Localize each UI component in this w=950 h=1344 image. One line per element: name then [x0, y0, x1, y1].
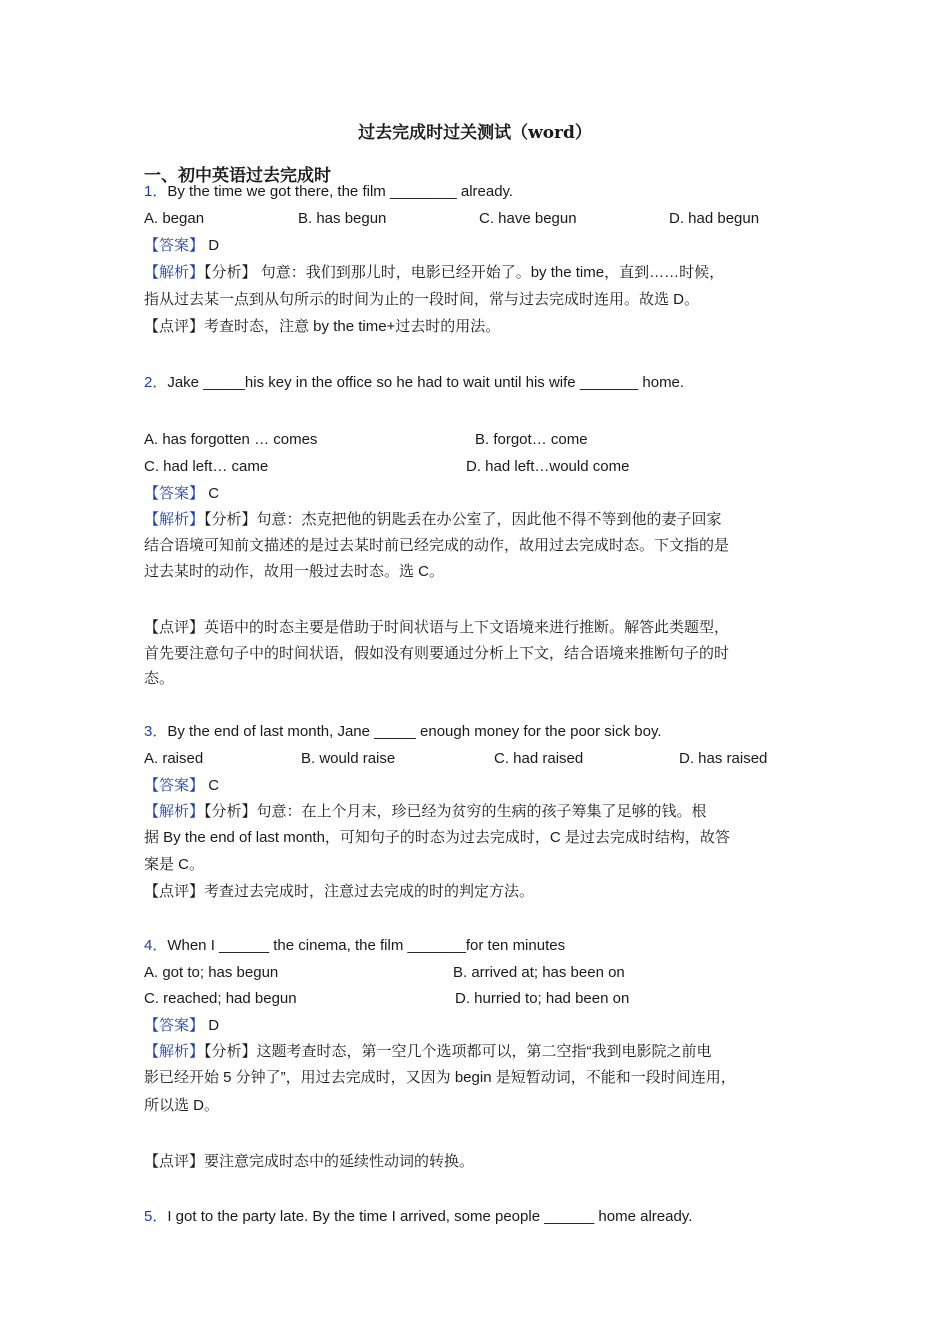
comment-text: 要注意完成时态中的延续性动词的转换。 [204, 1153, 475, 1170]
answer-label: 【答案】 [144, 485, 205, 502]
analysis-text-cont: 指从过去某一点到从句所示的时间为止的一段时间，常与过去完成时连用。故选 D。 [144, 291, 700, 308]
question-text: By the time we got there, the film ________ already. [167, 183, 514, 200]
analysis-text-cont: 过去某时的动作，故用一般过去时态。选 C。 [144, 563, 445, 580]
answer-label: 【答案】 [144, 1017, 205, 1034]
analysis-text-cont: 影已经开始 5 分钟了”，用过去完成时，又因为 begin 是短暂动词，不能和一段时间连用， [144, 1069, 736, 1086]
question-4 [144, 936, 565, 956]
comment-text: 英语中的时态主要是借助于时间状语与上下文语境来进行推断。解答此类题型， [204, 619, 730, 636]
analysis-text-cont: 据 By the end of last month，可知句子的时态为过去完成时，C 是过去完成时结构，故答 [144, 829, 730, 846]
comment-label: 【点评】 [144, 1153, 205, 1170]
comment-line [144, 882, 534, 902]
question-3 [144, 722, 662, 742]
analysis-label: 【解析】 [144, 803, 205, 820]
answer-line [144, 484, 219, 504]
analysis-label: 【解析】 [144, 1043, 205, 1060]
comment-line [144, 1152, 474, 1172]
analysis-text-cont: 结合语境可知前文描述的是过去某时前已经完成的动作，故用过去完成时态。下文指的是 [144, 537, 730, 554]
answer-label: 【答案】 [144, 777, 205, 794]
analysis-text: 句意：我们到那儿时，电影已经开始了。by the time，直到……时候， [260, 264, 725, 281]
sub-analysis-label: 【分析】 [204, 803, 257, 820]
question-number: 4． [144, 937, 168, 954]
analysis-text-cont: 案是 C。 [144, 856, 205, 873]
sub-analysis-label: 【分析】 [204, 264, 257, 281]
analysis-line [144, 510, 722, 530]
question-number: 3． [144, 723, 168, 740]
section-heading: 一、初中英语过去完成时 [144, 166, 331, 185]
analysis-line [144, 802, 707, 822]
comment-text: 考查时态，注意 by the time+过去时的用法。 [204, 318, 501, 335]
option-c: C. reached; had begun [144, 990, 297, 1007]
answer-line [144, 1016, 219, 1036]
option-d: D. had left…would come [466, 458, 630, 475]
question-text: When I ______ the cinema, the film _______for ten minutes [167, 937, 566, 954]
answer-line [144, 776, 219, 796]
question-2 [144, 373, 684, 393]
analysis-label: 【解析】 [144, 511, 205, 528]
comment-line [144, 618, 729, 638]
comment-label: 【点评】 [144, 883, 205, 900]
option-a: A. got to; has begun [144, 964, 279, 981]
answer-line [144, 236, 219, 256]
option-b: B. arrived at; has been on [453, 964, 625, 981]
answer-value: C [208, 777, 220, 794]
question-text: Jake _____his key in the office so he had to wait until his wife _______ home. [167, 374, 685, 391]
option-a: A. began [144, 210, 205, 227]
analysis-line [144, 263, 724, 283]
option-d: D. has raised [679, 750, 768, 767]
option-b: B. forgot… come [475, 431, 588, 448]
question-text: By the end of last month, Jane _____ enough money for the poor sick boy. [167, 723, 662, 740]
question-number: 5． [144, 1208, 168, 1225]
answer-label: 【答案】 [144, 237, 205, 254]
answer-value: D [208, 1017, 220, 1034]
comment-text-cont: 态。 [144, 670, 175, 687]
comment-text-cont: 首先要注意句子中的时间状语，假如没有则要通过分析上下文，结合语境来推断句子的时 [144, 645, 730, 662]
answer-value: C [208, 485, 220, 502]
analysis-text: 句意：在上个月末，珍已经为贫穷的生病的孩子筹集了足够的钱。根 [256, 803, 707, 820]
analysis-line [144, 1042, 712, 1062]
option-b: B. has begun [298, 210, 387, 227]
option-d: D. had begun [669, 210, 760, 227]
comment-line [144, 317, 500, 337]
option-c: C. had left… came [144, 458, 269, 475]
question-number: 2． [144, 374, 168, 391]
analysis-text: 这题考查时态，第一空几个选项都可以，第二空指“我到电影院之前电 [256, 1043, 712, 1060]
option-c: C. had raised [494, 750, 584, 767]
comment-label: 【点评】 [144, 619, 205, 636]
question-5 [144, 1207, 692, 1227]
question-1 [144, 182, 513, 202]
analysis-text: 句意：杰克把他的钥匙丢在办公室了，因此他不得不等到他的妻子回家 [256, 511, 722, 528]
option-b: B. would raise [301, 750, 396, 767]
answer-value: D [208, 237, 220, 254]
analysis-label: 【解析】 [144, 264, 205, 281]
question-text: I got to the party late. By the time I arrived, some people ______ home already. [167, 1208, 693, 1225]
option-c: C. have begun [479, 210, 577, 227]
sub-analysis-label: 【分析】 [204, 1043, 257, 1060]
question-number: 1． [144, 183, 168, 200]
option-d: D. hurried to; had been on [455, 990, 630, 1007]
option-a: A. has forgotten … comes [144, 431, 318, 448]
sub-analysis-label: 【分析】 [204, 511, 257, 528]
option-a: A. raised [144, 750, 204, 767]
analysis-text-cont: 所以选 D。 [144, 1097, 220, 1114]
comment-text: 考查过去完成时，注意过去完成的时的判定方法。 [204, 883, 535, 900]
doc-title: 过去完成时过关测试（word） [358, 123, 592, 143]
comment-label: 【点评】 [144, 318, 205, 335]
